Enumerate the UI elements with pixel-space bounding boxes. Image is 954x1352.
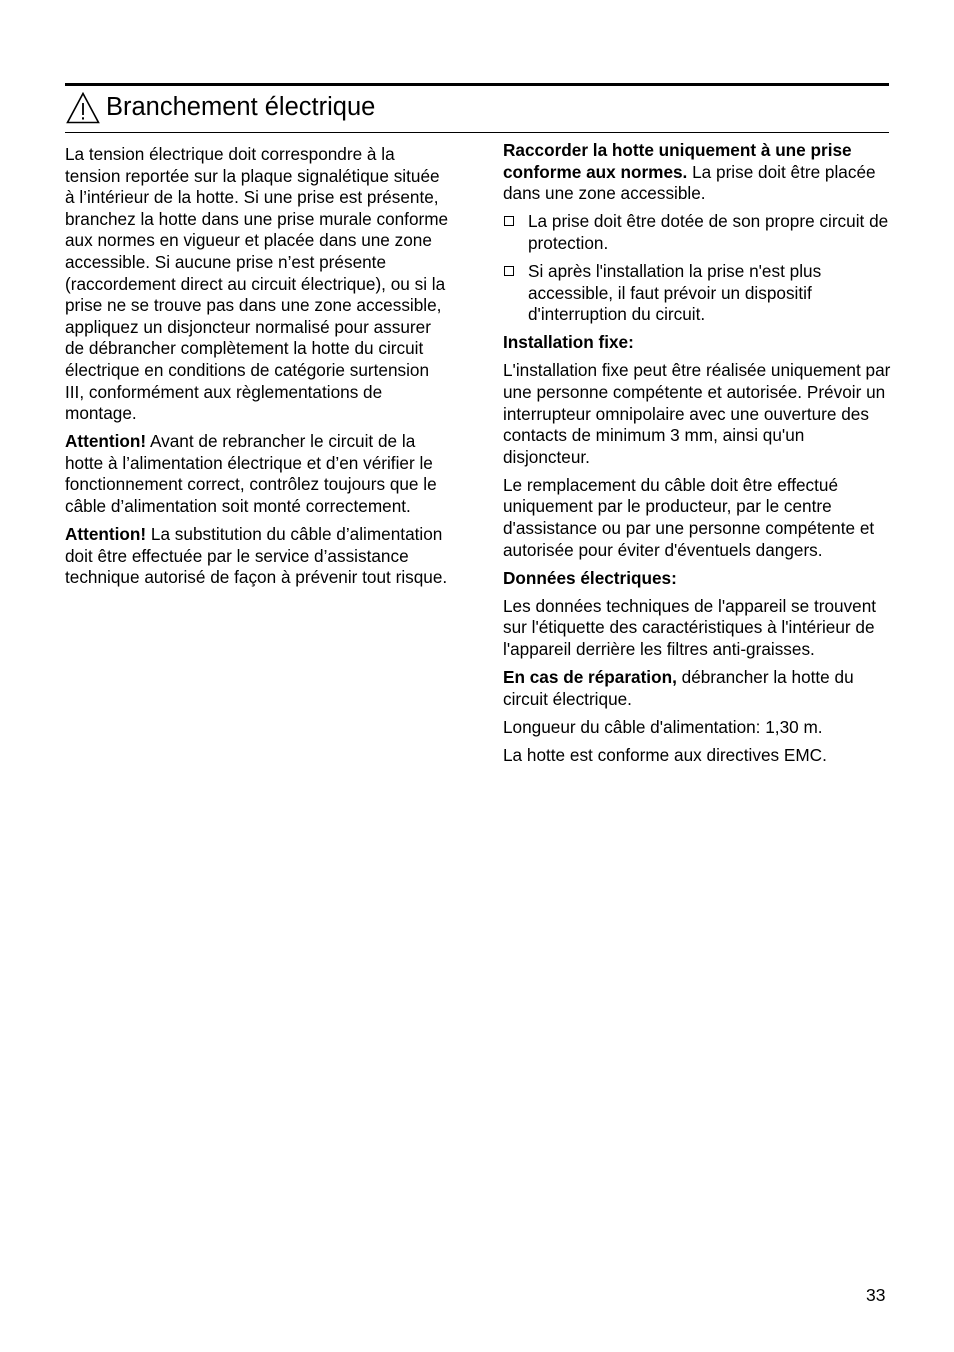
- paragraph-raccorder: [503, 140, 895, 205]
- paragraph-emc: La hotte est conforme aux directives EMC.: [503, 744, 827, 765]
- page-number: 33: [866, 1285, 886, 1305]
- repair-text: débrancher la hotte du circuit électrique.: [503, 667, 854, 709]
- attention-label: Attention!: [65, 524, 147, 545]
- paragraph-cable: Le remplacement du câble doit être effectué uniquement par le producteur, par le centre d'assistance ou par une personne compétente et autorisée pour éviter d'éventuels dangers.: [503, 474, 875, 560]
- page-title: Branchement électrique: [106, 93, 376, 121]
- list-item: [503, 211, 895, 254]
- heading-installation: Installation fixe:: [503, 332, 634, 353]
- paragraph-cable-length: Longueur du câble d'alimentation: 1,30 m.: [503, 716, 823, 737]
- section-header: [65, 83, 889, 133]
- checkbox-icon: [504, 216, 514, 226]
- paragraph-electrical-data: Les données techniques de l'appareil se trouvent sur l'étiquette des caractéristiques à l'intérieur de l'appareil derrière les filtres anti-graisses.: [503, 595, 877, 659]
- attention-text: La substitution du câble d’alimentation doit être effectuée par le service d’assistance technique autorisé de façon à prévenir tout risque.: [65, 524, 448, 588]
- paragraph-repair: [503, 667, 895, 710]
- paragraph-installation: L'installation fixe peut être réalisée uniquement par une personne compétente et autorisée. Prévoir un interrupteur omnipolaire avec une ouverture des contacts de minimum 3 mm, ainsi qu'un disjoncteur.: [503, 360, 891, 467]
- repair-label: En cas de réparation,: [503, 667, 677, 688]
- list-item: [503, 261, 895, 326]
- heading-electrical-data: Données électriques:: [503, 567, 677, 588]
- paragraph-tension: La tension électrique doit correspondre à la tension reportée sur la plaque signalétique située à l’intérieur de la hotte. Si une prise est présente, branchez la hotte dans une prise murale conforme aux normes en vigueur et placée dans une zone accessible. Si aucune prise n’est présente (raccordement direct au circuit électrique), ou si la prise ne se trouve pas dans une zone accessible, appliquez un disjoncteur normalisé pour assurer de débrancher complètement la hotte du circuit électrique en conditions de catégorie surtension III, conformément aux règlementations de montage.: [65, 144, 449, 424]
- list-item-text: Si après l'installation la prise n'est plus accessible, il faut prévoir un dispositif d'interruption du circuit.: [528, 260, 822, 325]
- left-column: [65, 144, 450, 595]
- warning-icon: [66, 92, 100, 124]
- right-column: [503, 140, 895, 773]
- raccorder-text: La prise doit être placée dans une zone accessible.: [503, 161, 876, 204]
- list-item-text: La prise doit être dotée de son propre circuit de protection.: [528, 211, 889, 253]
- raccorder-label: Raccorder la hotte uniquement à une prise conforme aux normes.: [503, 140, 852, 182]
- attention-label: Attention!: [65, 431, 147, 452]
- attention-text: Avant de rebrancher le circuit de la hotte à l’alimentation électrique et d’en vérifier le fonctionnement correct, contrôlez toujours que le câble d’alimentation soit monté correctement.: [65, 431, 437, 516]
- paragraph-attention-1: [65, 431, 450, 517]
- paragraph-attention-2: [65, 524, 450, 589]
- checkbox-icon: [504, 266, 514, 276]
